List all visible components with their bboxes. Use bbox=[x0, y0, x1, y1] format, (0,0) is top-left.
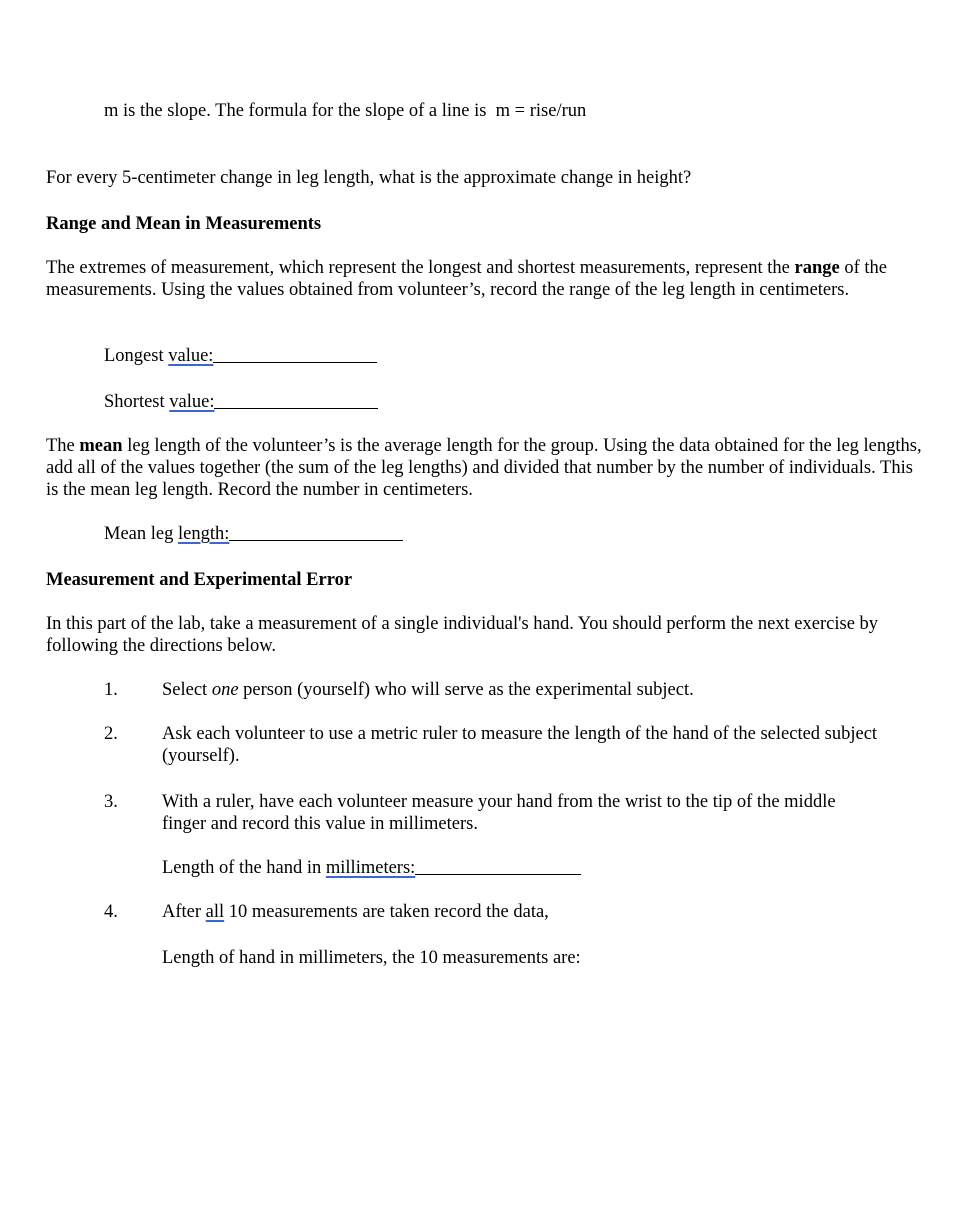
range-paragraph bbox=[46, 257, 926, 301]
answer-blank[interactable] bbox=[229, 539, 403, 541]
answer-blank[interactable] bbox=[214, 407, 378, 409]
hand-length-field[interactable] bbox=[162, 857, 581, 879]
field-label: Longest bbox=[104, 346, 169, 366]
step-text-part: After bbox=[162, 902, 206, 922]
answer-blank[interactable] bbox=[415, 873, 581, 875]
bold-term-mean: mean bbox=[79, 436, 123, 456]
step-number: 2. bbox=[104, 724, 118, 744]
field-label-word: millimeters: bbox=[325, 858, 416, 878]
field-label-word: length: bbox=[177, 524, 230, 544]
step-number: 1. bbox=[104, 680, 118, 700]
field-label-word: value: bbox=[168, 346, 214, 366]
section-heading-error bbox=[46, 569, 352, 591]
step-text-part: person (yourself) who will serve as the experimental subject. bbox=[238, 680, 694, 700]
step-text: With a ruler, have each volunteer measure your hand from the wrist to the tip of the middle finger and record this value in millimeters. bbox=[162, 792, 836, 834]
step-number: 3. bbox=[104, 792, 118, 812]
field-label: Length of the hand in bbox=[162, 858, 326, 878]
heading-text: Measurement and Experimental Error bbox=[46, 570, 353, 590]
question-text: For every 5-centimeter change in leg length, what is the approximate change in height? bbox=[46, 168, 692, 188]
step-text bbox=[162, 679, 922, 701]
step-text-part: Select bbox=[162, 680, 212, 700]
field-label: Mean leg bbox=[104, 524, 178, 544]
step-number: 4. bbox=[104, 902, 118, 922]
step-emphasis: one bbox=[211, 680, 239, 700]
paragraph-text: of the measurements. Using the values obtained from volunteer’s, record the range of the leg length in centimeters. bbox=[46, 258, 887, 300]
field-label: Shortest bbox=[104, 392, 170, 412]
slope-sentence bbox=[104, 100, 586, 122]
paragraph-text: The bbox=[46, 436, 80, 456]
bold-term-range: range bbox=[794, 258, 840, 278]
shortest-value-field[interactable] bbox=[104, 391, 378, 413]
mean-leg-length-field[interactable] bbox=[104, 523, 403, 545]
step-text-part: 10 measurements are taken record the data, bbox=[224, 902, 549, 922]
slope-formula: m = rise/run bbox=[495, 101, 587, 121]
hand-measurements-label: Length of hand in millimeters, the 10 measurements are: bbox=[162, 948, 581, 968]
slope-text: m is the slope. The formula for the slope of a line is bbox=[104, 101, 487, 121]
paragraph-text: The extremes of measurement, which represent the longest and shortest measurements, represent the bbox=[46, 258, 795, 278]
section-heading-range bbox=[46, 213, 321, 235]
step-text: Ask each volunteer to use a metric ruler to measure the length of the hand of the selected subject (yourself). bbox=[162, 724, 878, 766]
paragraph-text: leg length of the volunteer’s is the average length for the group. Using the data obtained for the leg lengths, add all of the values together (the sum of the leg lengths) and divided that number by the number of individuals. This is the mean leg length. Record the number in centimeters. bbox=[46, 436, 922, 500]
answer-blank[interactable] bbox=[213, 361, 377, 363]
longest-value-field[interactable] bbox=[104, 345, 377, 367]
step-text bbox=[162, 901, 922, 923]
mean-paragraph bbox=[46, 435, 926, 501]
error-intro-paragraph: In this part of the lab, take a measurement of a single individual's hand. You should perform the next exercise by following the directions below. bbox=[46, 614, 879, 656]
step-marked-word: all bbox=[205, 902, 225, 922]
field-label-word: value: bbox=[169, 392, 215, 412]
heading-text: Range and Mean in Measurements bbox=[46, 214, 322, 234]
